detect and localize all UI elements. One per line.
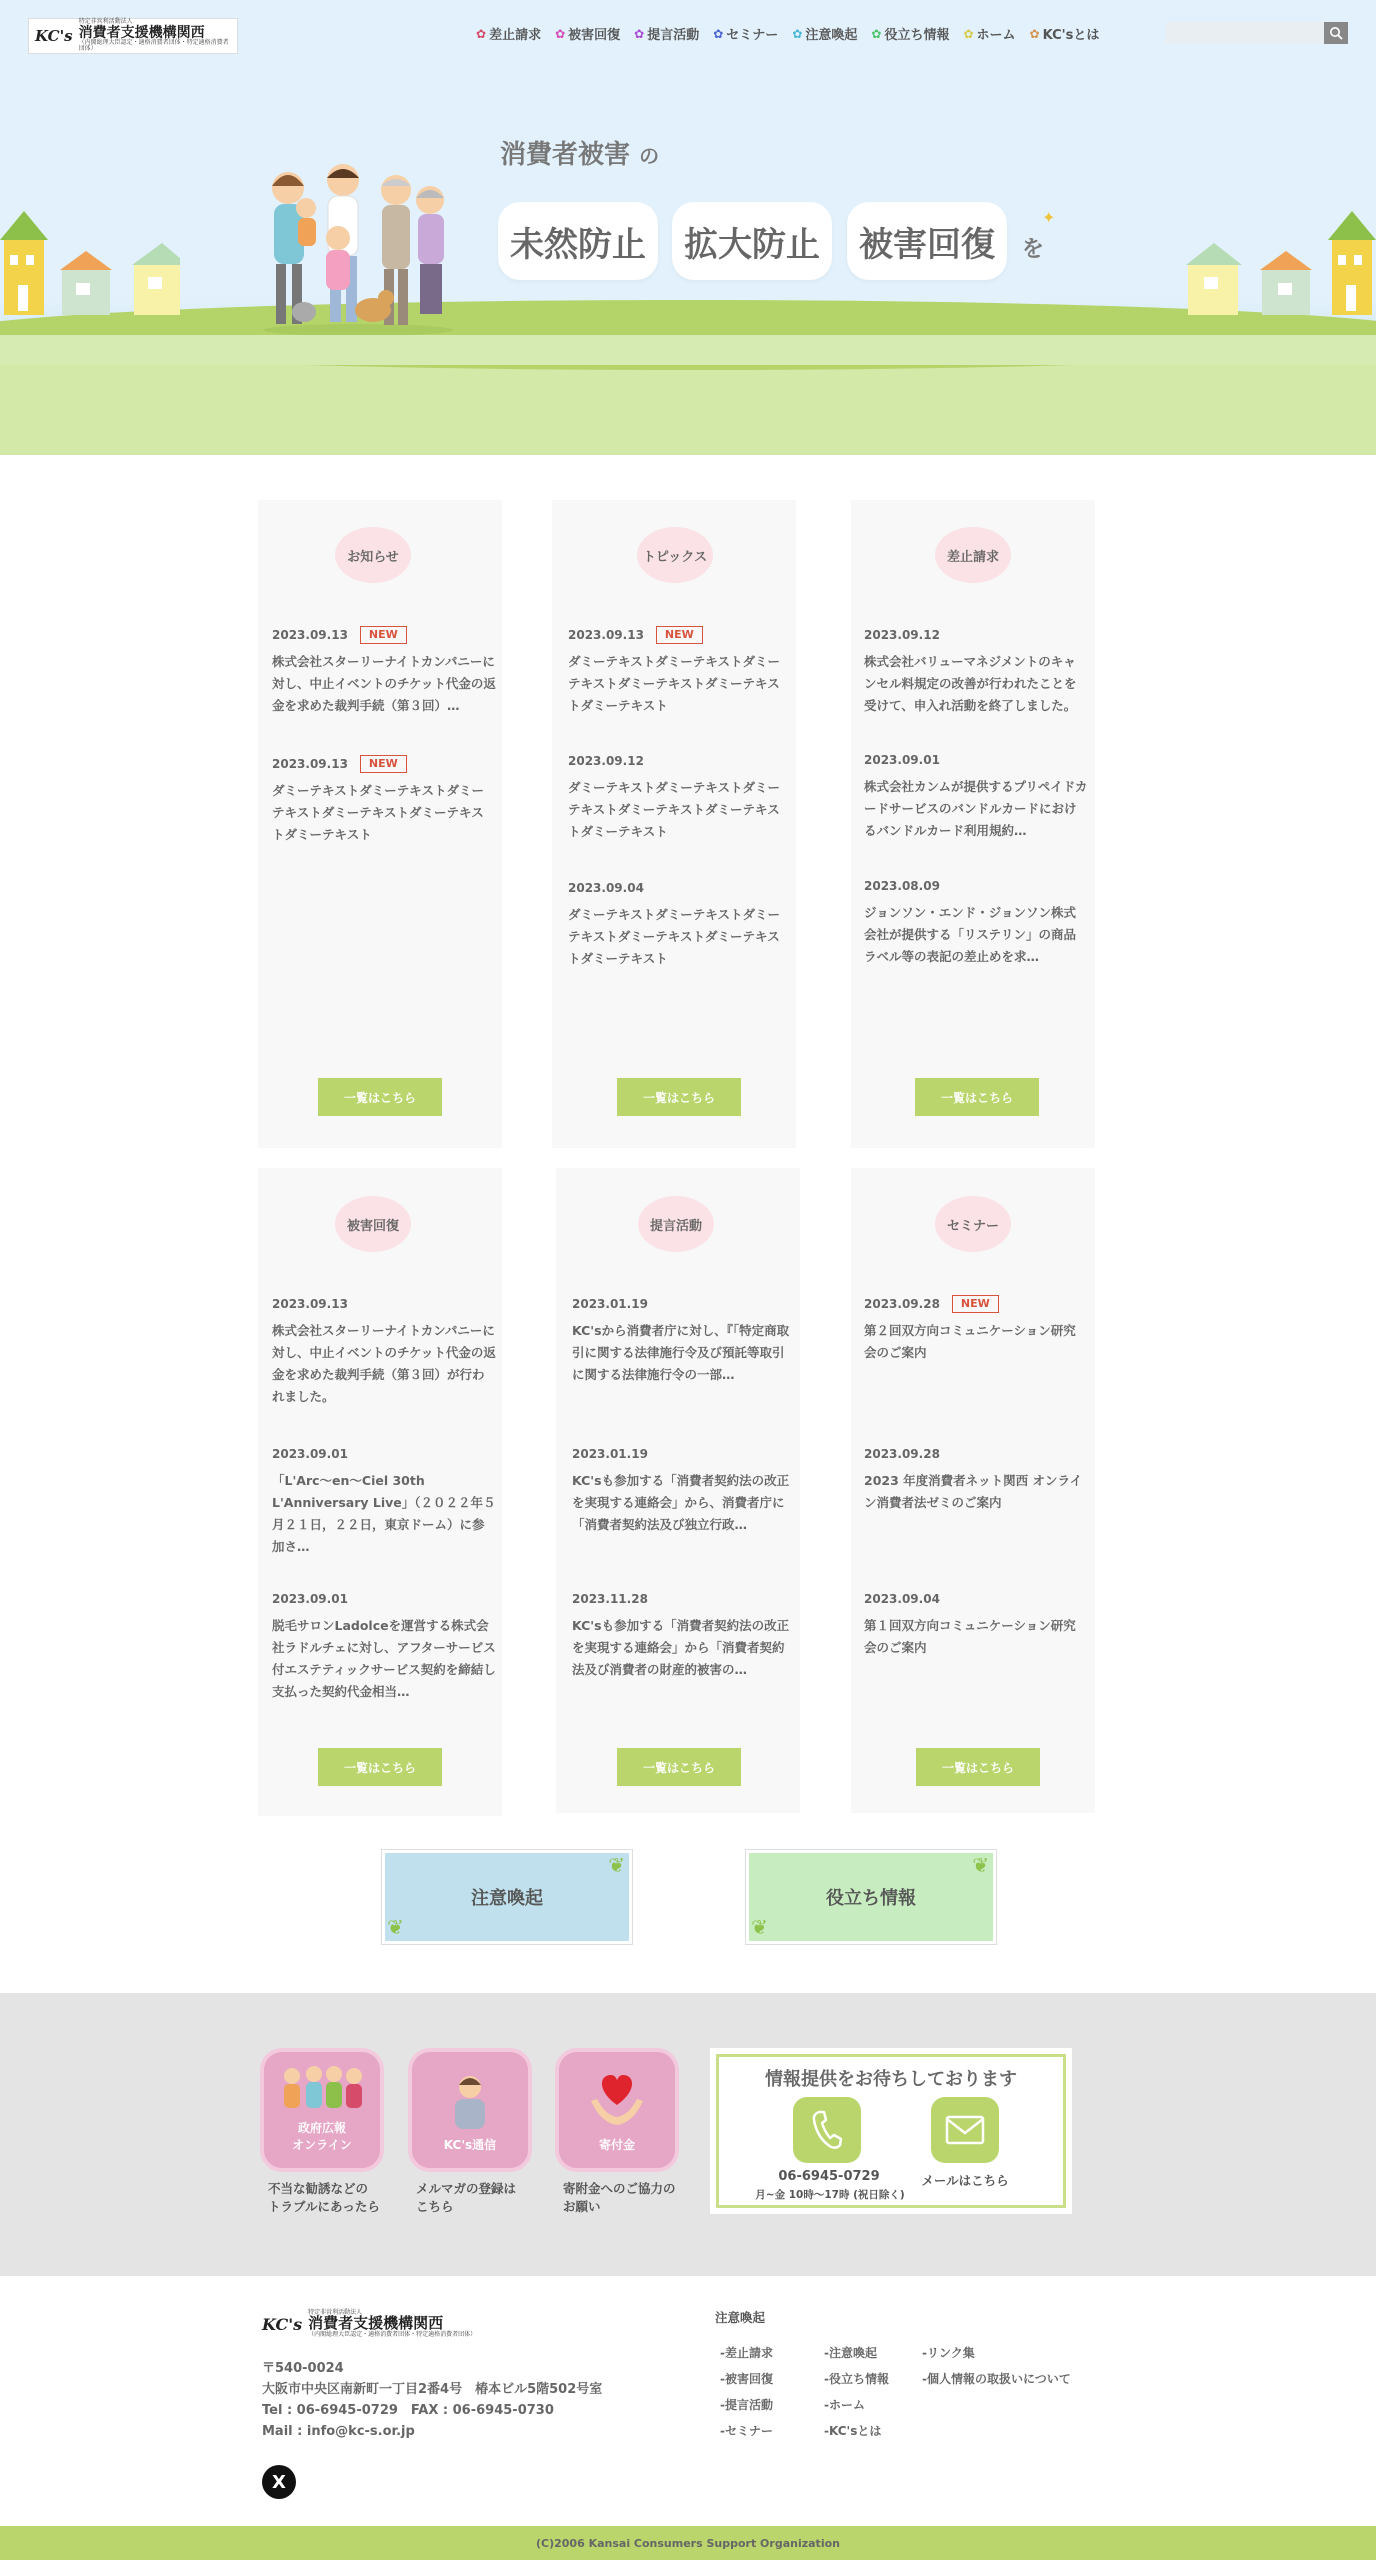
nav-label: 注意喚起 [805,28,858,43]
list-item[interactable] [272,1444,496,1558]
street-address: 大阪市中央区南新町一丁目2番4号 椿本ビル5階502号室 [262,2382,603,2397]
new-badge: NEW [360,755,407,773]
entry-date: 2023.09.13 [568,628,644,642]
links-section [0,1993,1376,2276]
tile-label: KC's通信 [443,2138,497,2152]
entry-date: 2023.01.19 [572,1297,648,1311]
view-all-button[interactable]: 一覧はこちら [617,1748,741,1786]
tile-label: 政府広報 オンライン [292,2121,352,2152]
banner-alert[interactable] [382,1850,632,1944]
view-all-button[interactable]: 一覧はこちら [915,1078,1039,1116]
card-recovery [258,1168,502,1816]
nav-item-proposal[interactable] [634,24,699,43]
logo-org-note: （内閣総理大臣認定・適格消費者団体・特定適格消費者団体） [78,39,229,53]
nav-item-home[interactable] [963,24,1015,43]
nav-item-about[interactable] [1030,24,1100,43]
list-item[interactable] [864,1294,1088,1364]
card-tag: 差止請求 [935,527,1011,583]
people-group-icon [274,2062,370,2114]
gov-pr-online-link[interactable] [260,2048,384,2172]
new-badge: NEW [656,626,703,644]
tile-caption: メルマガの登録は こちら [416,2181,517,2214]
nav-item-alert[interactable] [792,24,857,43]
site-logo[interactable] [28,18,238,54]
list-item[interactable] [272,1589,496,1703]
tile-caption: 寄附金へのご協力の お願い [563,2181,676,2214]
entry-title: 2023 年度消費者ネット関西 オンライン消費者法ゼミのご案内 [864,1473,1083,1510]
new-badge: NEW [360,626,407,644]
hero-band [0,335,1376,365]
logo-org-note: （内閣総理大臣認定・適格消費者団体・特定適格消費者団体） [308,2331,477,2339]
entry-title: ダミーテキストダミーテキストダミーテキストダミーテキストダミーテキストダミーテキスト [568,907,781,966]
postal-code: 〒540-0024 [262,2361,344,2376]
nav-label: 提言活動 [647,28,700,43]
hero-subtitle: 消費者被害 の [500,140,660,170]
list-item[interactable] [572,1444,796,1558]
flower-icon: ✿ [871,26,882,41]
list-item[interactable] [568,625,792,717]
view-all-button[interactable]: 一覧はこちら [617,1078,741,1116]
list-item[interactable] [864,750,1088,842]
site-search [1166,22,1348,44]
entry-date: 2023.09.13 [272,628,348,642]
card-injunction [851,500,1095,1148]
houses-right-illustration [1180,205,1376,315]
entry-title: 「L'Arc～en～Ciel 30th L'Anniversary Live」（２０２２年５月２１日，２２日，東京ドーム）に参加さ… [272,1473,496,1554]
nav-label: 差止請求 [489,28,542,43]
banner-label: 注意喚起 [471,1888,543,1909]
logo-mark: KC's [35,27,73,45]
logo-org-name: 消費者支援機構関西 [78,24,205,41]
info-title: 情報提供をお待ちしております [765,2069,1017,2090]
heart-hands-icon [587,2071,647,2129]
footer-nav-col2 [824,2344,889,2448]
hero-wo: を [1022,237,1045,262]
footer-heading: 注意喚起 [715,2310,766,2325]
list-item[interactable] [568,751,792,843]
list-item[interactable] [864,1444,1088,1514]
logo-org-name: 消費者支援機構関西 [308,2314,444,2333]
flower-icon: ✿ [713,26,724,41]
entry-date: 2023.09.04 [568,881,644,895]
card-tag: 被害回復 [335,1196,411,1252]
nav-item-recovery[interactable] [555,24,620,43]
view-all-button[interactable]: 一覧はこちら [318,1078,442,1116]
list-item[interactable] [572,1294,796,1408]
entry-date: 2023.09.01 [864,753,940,767]
hero-bubble-expansion: 拡大防止 [672,202,832,280]
flower-icon: ✿ [555,26,566,41]
family-illustration [258,160,453,335]
entry-title: KC'sも参加する「消費者契約法の改正を実現する連絡会」から「消費者契約法及び消費者の財産的被害の… [572,1618,790,1677]
footer-link[interactable]: -注意喚起 [824,2346,877,2360]
entry-date: 2023.09.12 [568,754,644,768]
entry-title: 株式会社スターリーナイトカンパニーに対し、中止イベントのチケット代金の返金を求めた裁判手続（第３回）が行われました。 [272,1323,496,1404]
entry-title: 株式会社バリューマネジメントのキャンセル料規定の改善が行われたことを受けて、申入れ活動を終了しました。 [864,654,1077,713]
entry-date: 2023.08.09 [864,879,940,893]
leaf-icon: ❦ [972,1853,989,1877]
card-tag: 提言活動 [638,1196,714,1252]
entry-date: 2023.09.28 [864,1447,940,1461]
list-item[interactable] [272,754,496,846]
footer-link[interactable]: -被害回復 [720,2372,773,2386]
leaf-icon: ❦ [387,1915,404,1939]
list-item[interactable] [572,1589,796,1703]
nav-item-useful-info[interactable] [871,24,949,43]
entry-title: ダミーテキストダミーテキストダミーテキストダミーテキストダミーテキストダミーテキスト [272,783,485,842]
card-tag: セミナー [935,1196,1011,1252]
flower-icon: ✿ [792,26,803,41]
banner-useful-info[interactable] [746,1850,996,1944]
copyright: (C)2006 Kansai Consumers Support Organization [0,2526,1376,2560]
logo-org-small: 特定非営利活動法人 [308,2309,363,2316]
footer-link[interactable]: -差止請求 [720,2346,773,2360]
search-button[interactable] [1324,22,1348,44]
phone-button[interactable] [793,2097,861,2163]
tile-caption: 不当な勧誘などの トラブルにあったら [268,2181,380,2214]
card-topics [552,500,796,1148]
footer-link[interactable]: -役立ち情報 [824,2372,889,2386]
entry-title: 脱毛サロンLadolceを運営する株式会社ラドルチェに対し、アフターサービス付エステティックサービス契約を締結し支払った契約代金相当… [272,1618,496,1699]
footer-link[interactable]: -セミナー [720,2424,773,2438]
phone-icon [811,2110,843,2150]
footer-nav-col1 [720,2344,773,2448]
card-seminar [851,1168,1095,1813]
entry-date: 2023.09.13 [272,757,348,771]
entry-title: ジョンソン・エンド・ジョンソン株式会社が提供する「リステリン」の商品ラベル等の表記の差止めを求… [864,905,1077,964]
entry-date: 2023.09.12 [864,628,940,642]
nav-label: ホーム [976,28,1016,43]
card-news [258,500,502,1148]
card-tag: お知らせ [335,527,411,583]
hero-ground [0,360,1376,455]
list-item[interactable] [272,1294,496,1408]
footer-nav-col3 [922,2344,1071,2396]
mail-button[interactable] [931,2097,999,2163]
entry-title: 第１回双方向コミュニケーション研究会のご案内 [864,1618,1076,1655]
entry-date: 2023.01.19 [572,1447,648,1461]
card-proposal [556,1168,800,1813]
mail-address: Mail : info@kc-s.or.jp [262,2424,415,2439]
kcs-newsletter-link[interactable] [408,2048,532,2172]
new-badge: NEW [952,1295,999,1313]
flower-icon: ✿ [476,26,487,41]
entry-title: ダミーテキストダミーテキストダミーテキストダミーテキストダミーテキストダミーテキスト [568,654,781,713]
nav-label: KC'sとは [1042,28,1100,43]
flower-icon: ✿ [634,26,645,41]
entry-title: 第２回双方向コミュニケーション研究会のご案内 [864,1323,1076,1360]
hero-bubble-recovery: 被害回復 [847,202,1007,280]
hero-banner [0,0,1376,455]
footer-address [262,2358,602,2442]
list-item[interactable] [864,1589,1088,1659]
footer-link[interactable]: -提言活動 [720,2398,773,2412]
x-social-icon[interactable]: X [262,2465,296,2499]
logo-mark: KC's [262,2314,303,2334]
flower-icon: ✿ [963,26,974,41]
sparkle-icon: ✦ [1042,208,1056,227]
footer-logo[interactable] [262,2310,476,2338]
card-tag: トピックス [637,527,713,583]
phone-hours: 月~金 10時〜17時 (祝日除く) [755,2189,905,2201]
tel-fax: Tel : 06-6945-0729 FAX : 06-6945-0730 [262,2403,554,2418]
search-icon [1329,26,1343,40]
houses-left-illustration [0,205,180,315]
entry-date: 2023.09.13 [272,1297,348,1311]
list-item[interactable] [864,625,1088,717]
nav-label: 役立ち情報 [884,28,950,43]
leaf-icon: ❦ [751,1915,768,1939]
entry-title: ダミーテキストダミーテキストダミーテキストダミーテキストダミーテキストダミーテキスト [568,780,781,839]
entry-title: KC'sも参加する「消費者契約法の改正を実現する連絡会」から、消費者庁に「消費者契約法及び独立行政… [572,1473,790,1532]
view-all-button[interactable]: 一覧はこちら [318,1748,442,1786]
hero-bubble-prevention: 未然防止 [498,202,658,280]
nav-item-injunction[interactable] [476,24,541,43]
footer-link[interactable]: -リンク集 [922,2346,975,2360]
list-item[interactable] [568,878,792,970]
phone-number[interactable]: 06-6945-0729 [778,2169,880,2184]
tile-label: 寄付金 [598,2138,635,2152]
nav-label: セミナー [726,28,779,43]
entry-title: 株式会社スターリーナイトカンパニーに対し、中止イベントのチケット代金の返金を求めた裁判手続（第３回）… [272,654,496,713]
search-input[interactable] [1166,22,1324,44]
view-all-button[interactable]: 一覧はこちら [916,1748,1040,1786]
footer-link[interactable]: -KC'sとは [824,2424,882,2438]
nav-item-seminar[interactable] [713,24,778,43]
leaf-icon: ❦ [608,1853,625,1877]
entry-date: 2023.11.28 [572,1592,648,1606]
entry-title: 株式会社カンムが提供するプリペイドカードサービスのバンドルカードにおけるバンドルカード利用規約… [864,779,1088,838]
nav-label: 被害回復 [568,28,621,43]
donation-link[interactable] [555,2048,679,2172]
flower-icon: ✿ [1029,26,1040,41]
entry-date: 2023.09.01 [272,1447,348,1461]
entry-date: 2023.09.04 [864,1592,940,1606]
mail-icon [945,2115,985,2145]
entry-date: 2023.09.01 [272,1592,348,1606]
list-item[interactable] [272,625,496,717]
list-item[interactable] [864,876,1088,968]
entry-title: KC'sから消費者庁に対し、『「特定商取引に関する法律施行令及び預託等取引に関する法律施行令の一部… [572,1323,790,1382]
mail-link[interactable]: メールはこちら [921,2173,1009,2188]
banner-label: 役立ち情報 [826,1888,916,1909]
entry-date: 2023.09.28 [864,1297,940,1311]
footer-link[interactable]: -ホーム [824,2398,865,2412]
logo-org-small: 特定非営利活動法人 [78,18,133,26]
info-request-box [710,2048,1072,2214]
global-nav [476,24,1099,43]
footer-link[interactable]: -個人情報の取扱いについて [922,2372,1071,2386]
person-icon [445,2073,495,2129]
